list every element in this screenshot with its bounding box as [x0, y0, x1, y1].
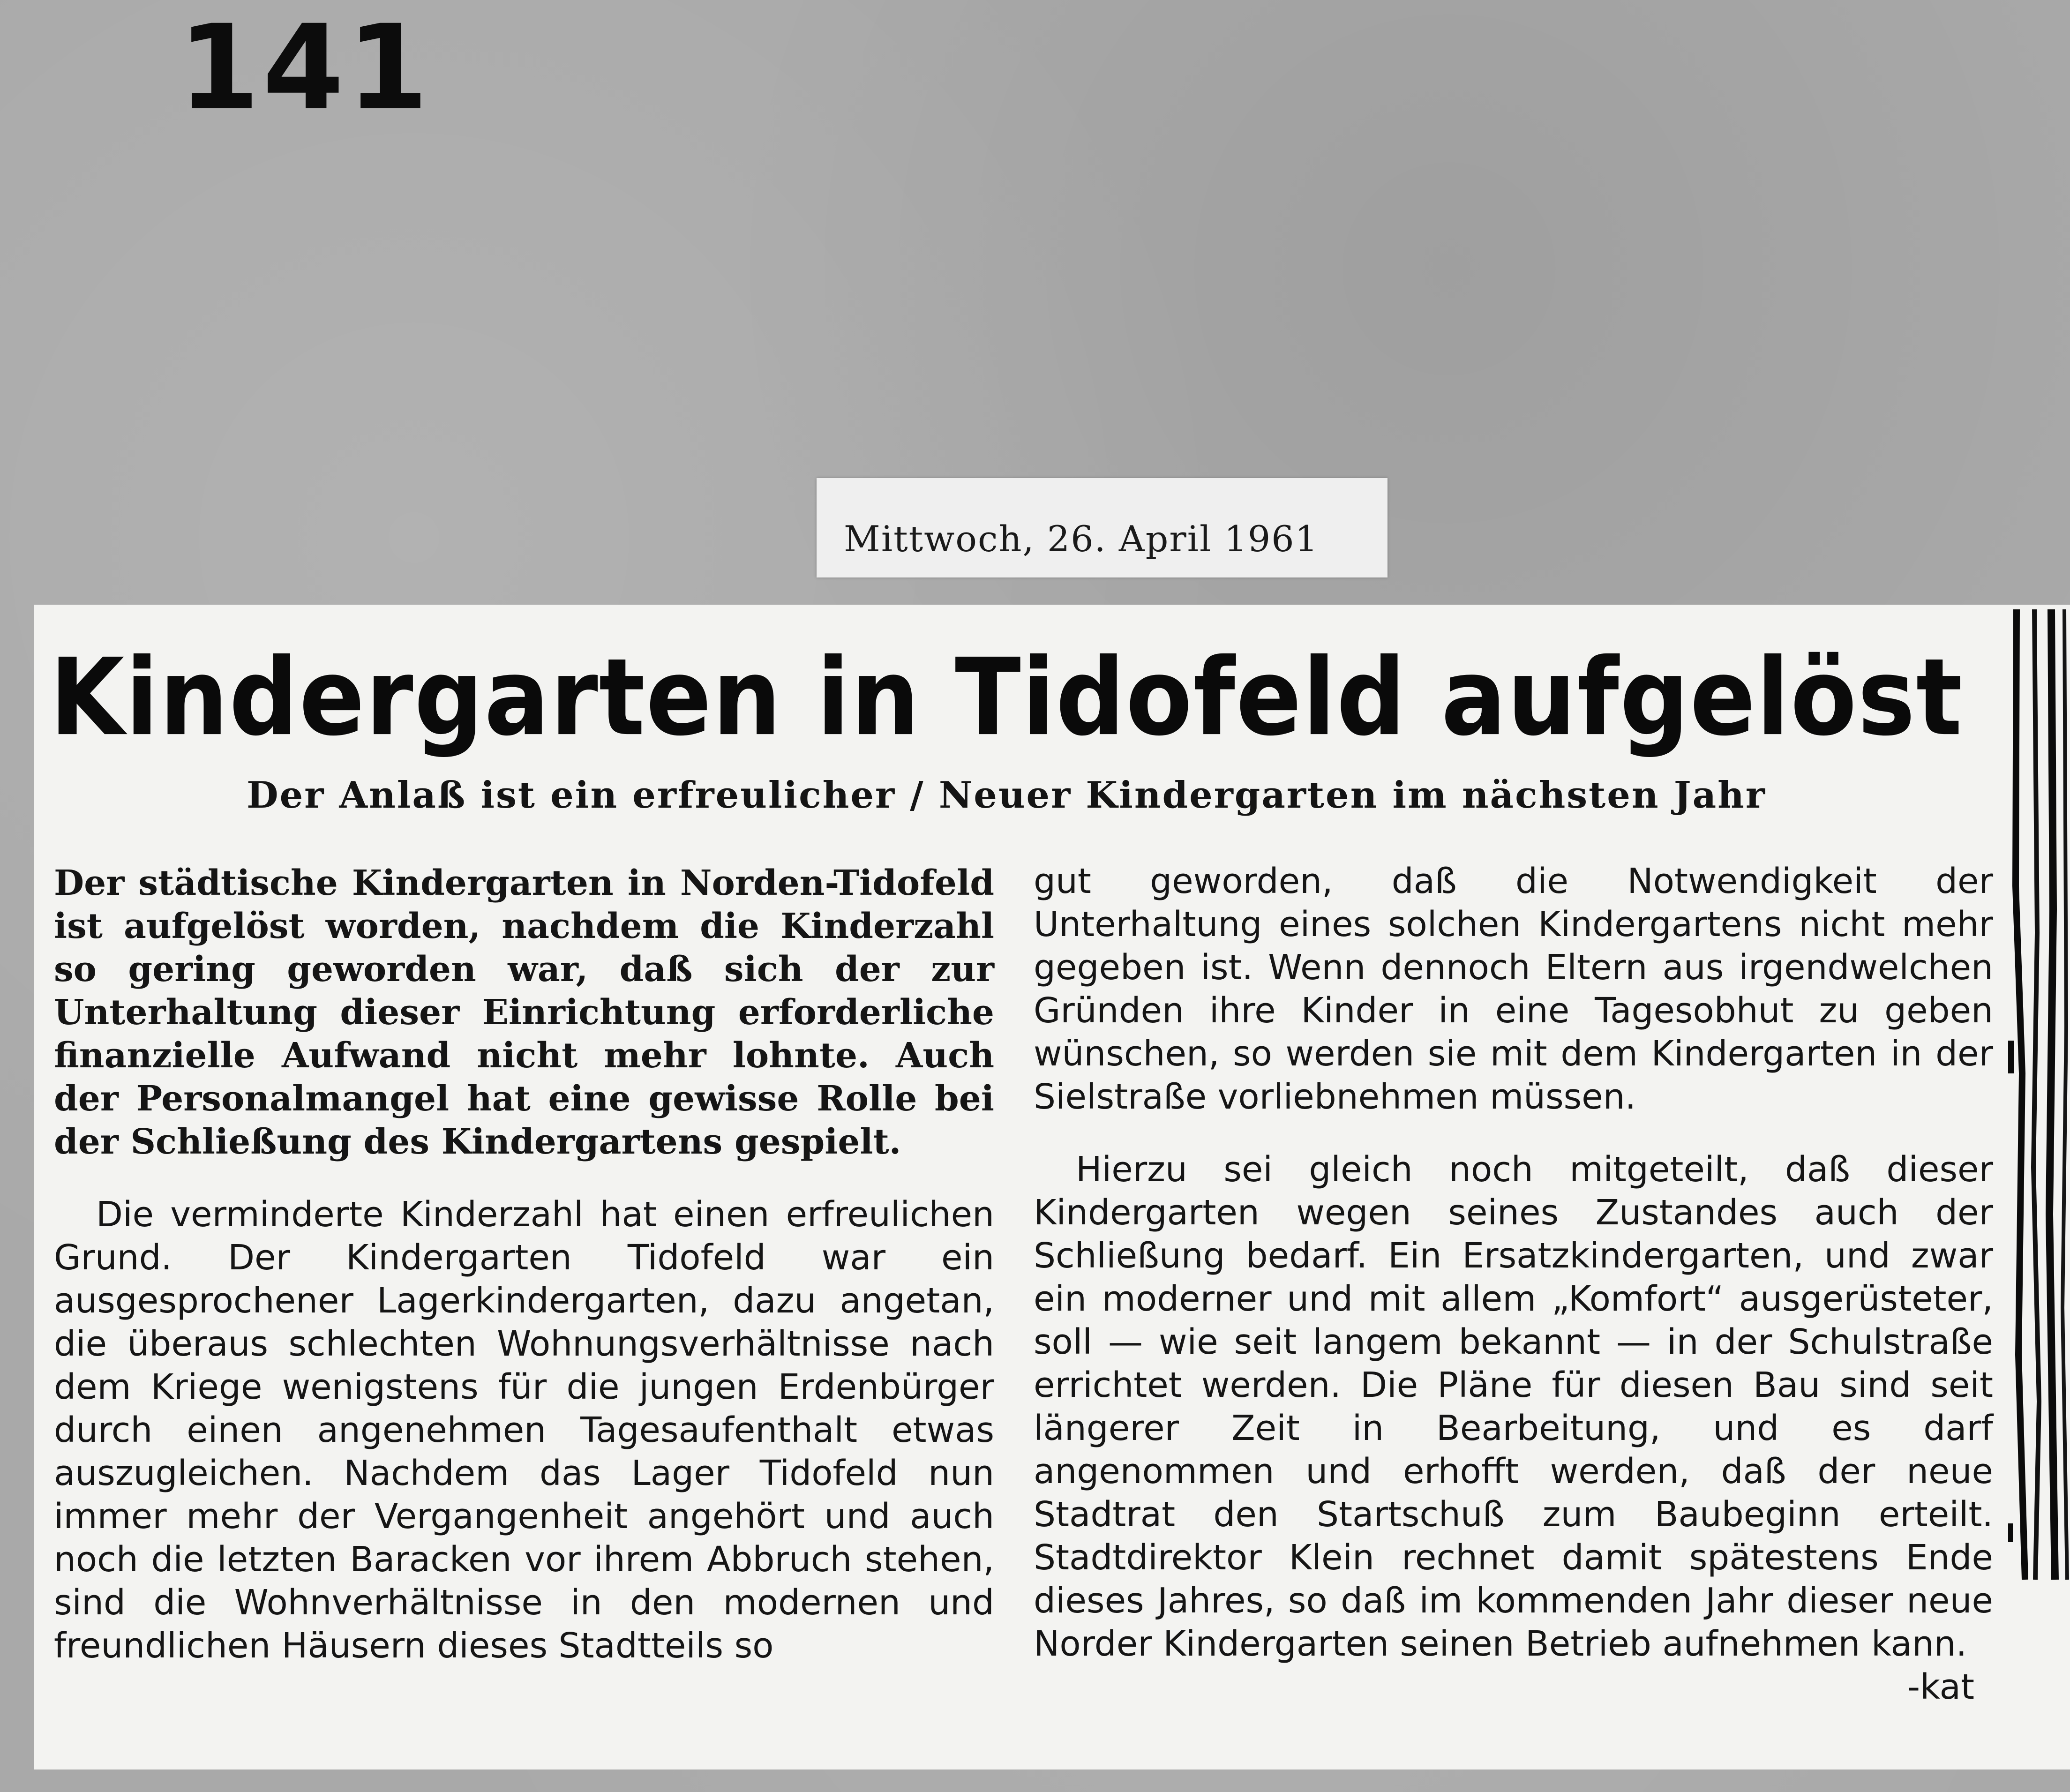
publication-date: Mittwoch, 26. April 1961	[844, 518, 1319, 560]
right-column	[1034, 862, 1993, 1709]
newspaper-clipping	[34, 605, 2070, 1770]
date-clipping	[817, 478, 1388, 577]
scan-edge-marks	[2006, 605, 2070, 1584]
body-paragraph: Die verminderte Kinderzahl hat einen erfreulichen Grund. Der Kindergarten Tidofeld war ein ausgesprochener Lagerkindergarten, dazu angetan, die überaus schlechten Wohnungsverhältnisse nach dem Kriege wenigstens für die jungen Erdenbürger durch einen angenehmen Tagesaufenthalt etwas auszugleichen. Nachdem das Lager Tidofeld nun immer mehr der Vergangenheit angehört und auch noch die letzten Baracken vor ihrem Abbruch stehen, sind die Wohnverhältnisse in den modernen und freundlichen Häusern dieses Stadtteils so	[54, 1194, 994, 1666]
intro-paragraph: Der städtische Kindergarten in Norden-Tidofeld ist aufgelöst worden, nachdem die Kinderzahl so gering geworden war, daß sich der zur Unterhaltung dieser Einrichtung erforderliche finanzielle Aufwand nicht mehr lohnte. Auch der Personalmangel hat eine gewisse Rolle bei der Schließung des Kindergartens gespielt.	[54, 863, 994, 1162]
body-paragraph-continued: gut geworden, daß die Notwendigkeit der Unterhaltung eines solchen Kindergartens nicht mehr gegeben ist. Wenn dennoch Eltern aus irgendwelchen Gründen ihre Kinder in eine Tagesobhut zu geben wünschen, so werden sie mit dem Kindergarten in der Sielstraße vorliebnehmen müssen.	[1034, 861, 1993, 1117]
left-column	[54, 862, 994, 1667]
article-subheadline: Der Anlaß ist ein erfreulicher / Neuer Kindergarten im nächsten Jahr	[247, 774, 1766, 817]
body-paragraph	[1034, 1148, 1993, 1707]
article-headline: Kindergarten in Tidofeld aufgelöst	[49, 636, 1964, 759]
paragraph-text: Hierzu sei gleich noch mitgeteilt, daß dieser Kindergarten wegen seines Zustandes auch der Schließung bedarf. Ein Ersatzkindergarten, und zwar ein moderner und mit allem „Komfort“ ausgerüsteter, soll — wie seit langem bekannt — in der Schulstraße errichtet werden. Die Pläne für diesen Bau sind seit längerer Zeit in Bearbeitung, und es darf angenommen und erhofft werden, daß der neue Stadtrat den Startschuß zum Baubeginn erteilt. Stadtdirektor Klein rechnet damit spätestens Ende dieses Jahres, so daß im kommenden Jahr dieser neue Norder Kindergarten seinen Betrieb aufnehmen kann.	[1034, 1149, 1993, 1664]
archive-number: 141	[178, 0, 431, 136]
author-byline: -kat	[1907, 1667, 1974, 1707]
